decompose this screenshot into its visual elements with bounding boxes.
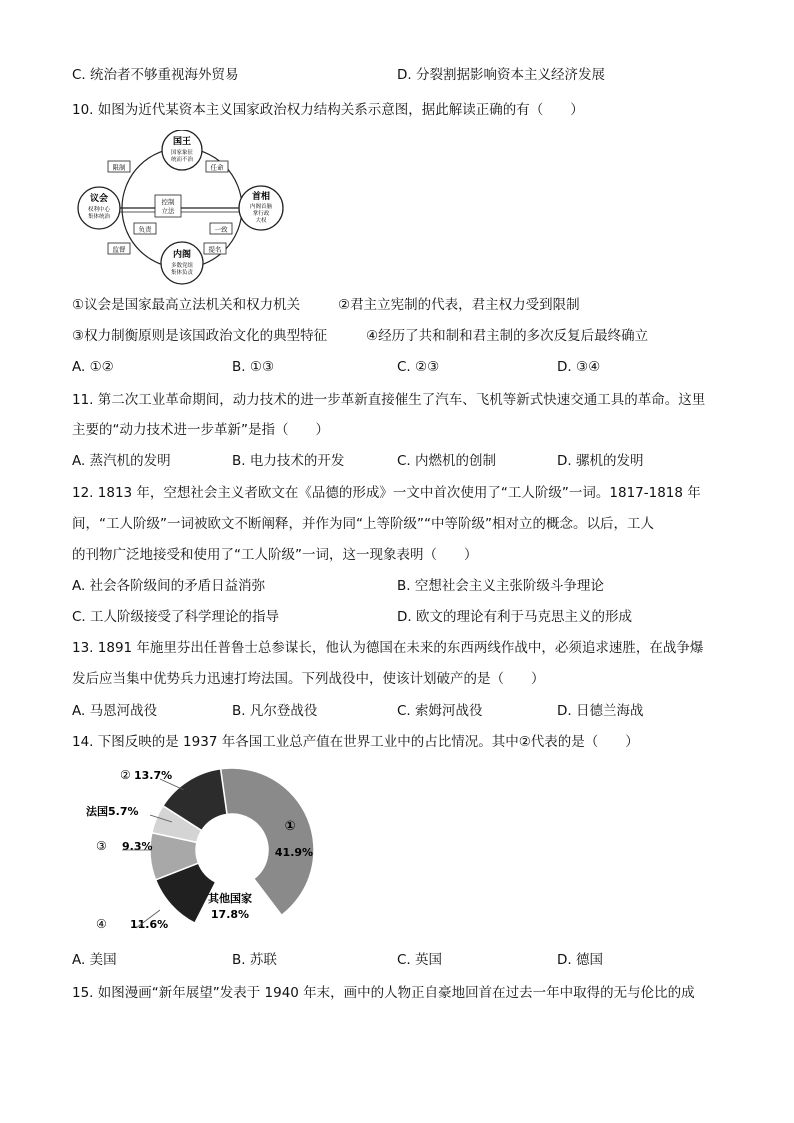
node-parliament — [78, 187, 120, 229]
donut-label-6 — [120, 768, 172, 782]
q9-option-d[interactable]: D. 分裂割据影响资本主义经济发展 — [397, 67, 605, 83]
q12-stem-line1: 12. 1813 年，空想社会主义者欧文在《品德的形成》一文中首次使用了“工人阶级”一词。1817-1818 年 — [72, 485, 701, 501]
king-title: 国王 — [172, 137, 192, 147]
node-king — [162, 130, 202, 170]
svg-text:④: ④ — [96, 917, 107, 931]
q11-stem-line1: 11. 第二次工业革命期间，动力技术的进一步革新直接催生了汽车、飞机等新式快速交通工具的革命。这里 — [72, 392, 706, 408]
q10-power-structure-diagram — [72, 130, 287, 285]
svg-text:③: ③ — [96, 839, 107, 853]
q13-option-c[interactable]: C. 索姆河战役 — [397, 703, 483, 719]
edge-limit — [108, 161, 130, 172]
q14-option-b[interactable]: B. 苏联 — [232, 952, 277, 968]
svg-text:17.8%: 17.8% — [210, 908, 250, 921]
q10-option-a[interactable]: A. ①② — [72, 359, 114, 375]
svg-text:其他国家: 其他国家 — [208, 892, 252, 905]
svg-text:41.9%: 41.9% — [274, 846, 314, 859]
edge-agree — [210, 223, 232, 234]
king-sub2: 统而不治 — [170, 157, 194, 163]
pm-sub1: 内阁首脑 — [249, 204, 273, 210]
q12-stem-line3: 的刊物广泛地接受和使用了“工人阶级”一词，这一现象表明（ ） — [72, 547, 478, 563]
svg-text:9.3%: 9.3% — [122, 840, 153, 853]
q14-option-c[interactable]: C. 英国 — [397, 952, 443, 968]
donut-label-5 — [86, 804, 139, 818]
svg-text:限制: 限制 — [112, 163, 126, 172]
q14-industry-share-donut-chart — [72, 760, 342, 945]
q10-option-c[interactable]: C. ②③ — [397, 359, 440, 375]
edge-supervise — [108, 243, 130, 254]
q15-stem-line1: 15. 如图漫画“新年展望”发表于 1940 年末，画中的人物正自豪地回首在过去一年中取得的无与伦比的成 — [72, 985, 695, 1001]
cabinet-title: 内阁 — [172, 250, 192, 260]
q10-statement-4: ④经历了共和制和君主制的多次反复后最终确立 — [366, 328, 649, 344]
svg-text:13.7%: 13.7% — [134, 769, 173, 782]
q14-option-d[interactable]: D. 德国 — [557, 952, 603, 968]
q11-option-b[interactable]: B. 电力技术的开发 — [232, 453, 345, 469]
edge-control — [155, 195, 181, 217]
edge-responsible — [134, 223, 156, 234]
q10-statement-3: ③权力制衡原则是该国政治文化的典型特征 — [72, 328, 328, 344]
pm-sub3: 大权 — [255, 218, 267, 224]
q10-option-d[interactable]: D. ③④ — [557, 359, 601, 375]
q10-statement-2: ②君主立宪制的代表，君主权力受到限制 — [338, 297, 580, 313]
q10-statement-1: ①议会是国家最高立法机关和权力机关 — [72, 297, 301, 313]
parliament-sub1: 权利中心 — [87, 207, 111, 213]
q13-option-a[interactable]: A. 马恩河战役 — [72, 703, 158, 719]
q12-option-a[interactable]: A. 社会各阶级间的矛盾日益消弥 — [72, 578, 266, 594]
q13-stem-line2: 发后应当集中优势兵力迅速打垮法国。下列战役中，使该计划破产的是（ ） — [72, 671, 545, 687]
q12-option-b[interactable]: B. 空想社会主义主张阶级斗争理论 — [397, 578, 604, 594]
donut-label-3 — [96, 917, 168, 931]
svg-text:负责: 负责 — [138, 225, 152, 234]
pm-title: 首相 — [251, 192, 271, 202]
q10-option-b[interactable]: B. ①③ — [232, 359, 275, 375]
q14-stem: 14. 下图反映的是 1937 年各国工业总产值在世界工业中的占比情况。其中②代表的是（ ） — [72, 734, 639, 750]
q11-option-d[interactable]: D. 骡机的发明 — [557, 453, 644, 469]
q11-option-c[interactable]: C. 内燃机的创制 — [397, 453, 497, 469]
edge-appoint — [206, 161, 228, 172]
q9-option-c[interactable]: C. 统治者不够重视海外贸易 — [72, 67, 239, 83]
q13-option-b[interactable]: B. 凡尔登战役 — [232, 703, 318, 719]
svg-text:法国5.7%: 法国5.7% — [86, 805, 139, 818]
q12-option-c[interactable]: C. 工人阶级接受了科学理论的指导 — [72, 609, 280, 625]
q14-option-a[interactable]: A. 美国 — [72, 952, 117, 968]
node-cabinet — [161, 242, 203, 284]
parliament-sub2: 集体统治 — [87, 214, 111, 220]
q13-option-d[interactable]: D. 日德兰海战 — [557, 703, 644, 719]
svg-text:②: ② — [120, 768, 131, 782]
svg-text:①: ① — [284, 819, 296, 834]
q11-option-a[interactable]: A. 蒸汽机的发明 — [72, 453, 171, 469]
svg-text:提名: 提名 — [208, 245, 222, 254]
q12-option-d[interactable]: D. 欧文的理论有利于马克思主义的形成 — [397, 609, 632, 625]
parliament-title: 议会 — [89, 194, 109, 204]
q12-stem-line2: 间，“工人阶级”一词被欧文不断阐释，并作为同“上等阶级”“中等阶级”相对立的概念。以后，工人 — [72, 516, 654, 532]
node-prime-minister — [239, 186, 283, 230]
q13-stem-line1: 13. 1891 年施里芬出任普鲁士总参谋长，他认为德国在未来的东西两线作战中，必须追求速胜，在战争爆 — [72, 640, 704, 656]
cabinet-sub1: 多数党组 — [170, 263, 194, 269]
king-sub1: 国家象征 — [170, 150, 194, 156]
svg-text:任命: 任命 — [210, 163, 224, 172]
svg-text:11.6%: 11.6% — [130, 918, 169, 931]
cabinet-sub2: 集体负责 — [170, 270, 194, 276]
donut-label-4 — [96, 839, 153, 853]
svg-text:监督: 监督 — [112, 245, 126, 254]
edge-nominate — [204, 243, 226, 254]
svg-text:立法: 立法 — [161, 207, 175, 215]
pm-sub2: 掌行政 — [252, 211, 270, 217]
svg-text:一致: 一致 — [214, 225, 228, 234]
q11-stem-line2: 主要的“动力技术进一步革新”是指（ ） — [72, 422, 329, 438]
q10-stem: 10. 如图为近代某资本主义国家政治权力结构关系示意图，据此解读正确的有（ ） — [72, 102, 584, 118]
svg-text:控制: 控制 — [161, 198, 175, 206]
